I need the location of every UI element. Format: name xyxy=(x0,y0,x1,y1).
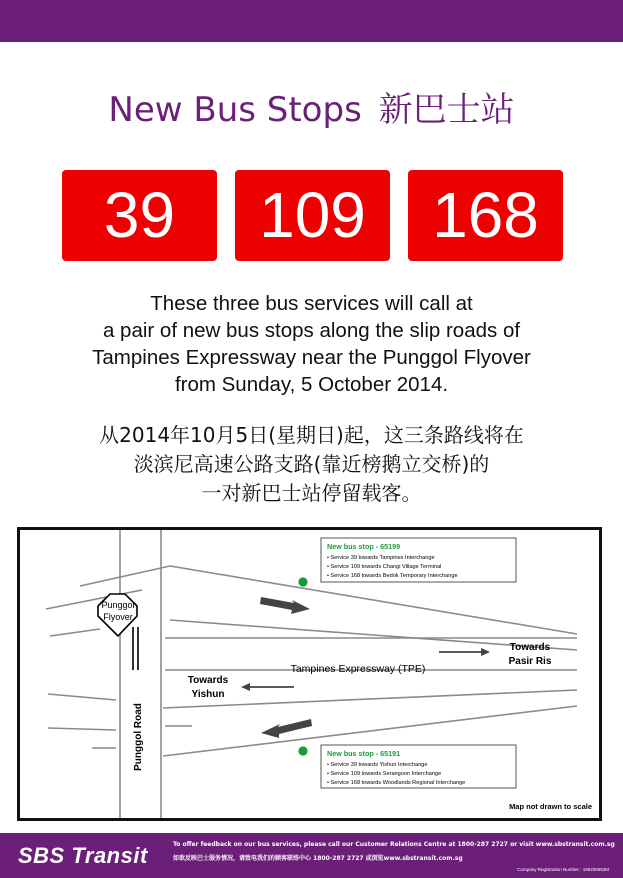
bus-stop-marker-65191 xyxy=(298,746,307,755)
top-banner xyxy=(0,0,623,42)
notice-chinese-line: 从2014年10月5日(星期日)起，这三条路线将在 xyxy=(99,423,524,447)
stop-service-line: • Service 109 towards Changi Village Terminal xyxy=(327,564,442,570)
flyover-label: Flyover xyxy=(103,612,133,622)
title-english: New Bus Stops xyxy=(108,90,362,130)
upper-slip-road-edge xyxy=(50,629,100,636)
bus-stop-marker-65199 xyxy=(298,577,307,586)
stop-heading-65199: New bus stop - 65199 xyxy=(327,542,401,551)
expressway-label: Tampines Expressway (TPE) xyxy=(290,663,426,675)
lower-slip-road-edge xyxy=(48,728,116,730)
feedback-line-chinese: 如欲反映巴士服务情况，请致电我们的顾客联络中心 1800-287 2727 或浏览www.sbstransit.com.sg xyxy=(173,855,463,862)
towards-yishun-label: Towards xyxy=(187,675,229,686)
notice-english-line: These three bus services will call at xyxy=(150,292,473,315)
notice-english-line: a pair of new bus stops along the slip roads of xyxy=(102,319,521,342)
stop-service-line: • Service 39 towards Tampines Interchange xyxy=(327,555,435,561)
notice-chinese-line: 一对新巴士站停留载客。 xyxy=(201,481,422,505)
company-registration: Company Registration Number : 199206653M xyxy=(517,867,609,872)
notice-english-line: from Sunday, 5 October 2014. xyxy=(174,373,449,396)
notice-english-line: Tampines Expressway near the Punggol Flyover xyxy=(92,346,531,369)
lower-slip-road-edge xyxy=(163,690,577,708)
traffic-arrow-left xyxy=(261,719,312,738)
sbs-transit-logo: SBS Transit xyxy=(18,843,148,868)
upper-slip-road-edge xyxy=(80,566,170,586)
stop-service-line: • Service 39 towards Yishun Interchange xyxy=(327,762,428,768)
stop-heading-65191: New bus stop - 65191 xyxy=(327,749,401,758)
notice-chinese-line: 淡滨尼高速公路支路(靠近榜鹅立交桥)的 xyxy=(133,452,490,476)
feedback-line-english: To offer feedback on our bus services, please call our Customer Relations Centre at 1800-287 2727 or visit www.sbstransit.com.sg xyxy=(173,841,615,848)
service-badge-39: 39 xyxy=(62,170,217,261)
scale-note: Map not drawn to scale xyxy=(509,802,592,811)
yishun-arrowhead xyxy=(241,683,250,691)
service-badge-109: 109 xyxy=(235,170,390,261)
page-title xyxy=(0,82,623,131)
notice-chinese xyxy=(30,421,593,508)
traffic-arrow-right xyxy=(260,597,310,614)
title-chinese: 新巴士站 xyxy=(378,90,515,130)
towards-pasir-ris-label: Pasir Ris xyxy=(508,656,552,667)
towards-pasir-ris-label: Towards xyxy=(509,642,551,653)
flyover-label: Punggol xyxy=(101,600,135,610)
notice-english xyxy=(30,290,593,398)
footer-bar xyxy=(0,833,623,878)
stop-service-line: • Service 168 towards Bedok Temporary Interchange xyxy=(327,573,458,579)
stop-service-line: • Service 109 towards Serangoon Interchange xyxy=(327,771,442,777)
location-map xyxy=(17,527,602,821)
stop-service-line: • Service 168 towards Woodlands Regional Interchange xyxy=(327,780,466,786)
towards-yishun-label: Yishun xyxy=(191,689,225,700)
service-badge-168: 168 xyxy=(408,170,563,261)
lower-slip-road-edge xyxy=(48,694,116,700)
punggol-road-label: Punggol Road xyxy=(133,703,144,771)
pasir-ris-arrowhead xyxy=(481,648,490,656)
